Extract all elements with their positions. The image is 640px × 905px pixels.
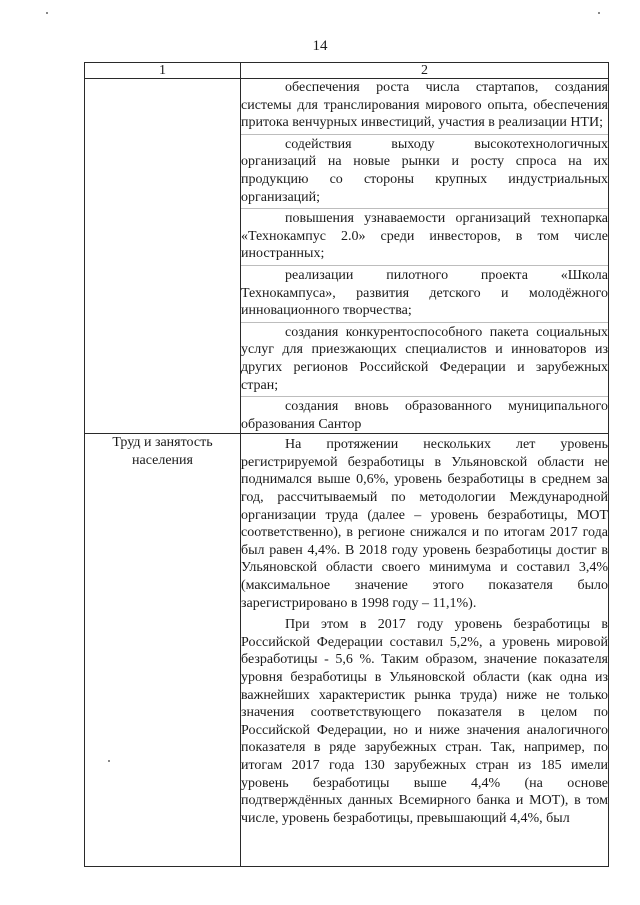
row-content-cell: [241, 434, 609, 867]
page-number: 14: [312, 38, 328, 54]
scan-speck: [598, 12, 600, 14]
cell-content-clip: [241, 434, 608, 866]
column-header-2: 2: [241, 63, 609, 79]
table-row: [85, 434, 609, 867]
row-title-cell: Труд и занятость населения: [85, 434, 241, 867]
paragraph: обеспечения роста числа стартапов, создания системы для транслирования мирового опыта, обеспечения притока венчурных инвестиций, участия в реализации НТИ;: [241, 80, 608, 131]
paragraph: создания вновь образованного муниципального образования Сантор: [241, 399, 608, 432]
scan-speck: [108, 760, 110, 762]
document-table: [84, 62, 609, 867]
scan-speck: [46, 12, 48, 14]
paragraph: создания конкурентоспособного пакета социальных услуг для приезжающих специалистов и инноваторов из других регионов Российской Федерации и зарубежных стран;: [241, 324, 608, 393]
column-header-1: 1: [85, 63, 241, 79]
paragraph-divider: [241, 396, 608, 397]
paragraph-divider: [241, 208, 608, 209]
paragraph-divider: [241, 134, 608, 135]
table-row: [85, 79, 609, 434]
paragraph: реализации пилотного проекта «Школа Технокампуса», развития детского и молодёжного инновационного творчества;: [241, 267, 608, 319]
paragraph: содействия выходу высокотехнологичных организаций на новые рынки и росту спроса на их продукцию со стороны крупных индустриальных организаций;: [241, 136, 608, 205]
paragraph: На протяжении нескольких лет уровень регистрируемой безработицы в Ульяновской области не поднимался выше 0,6%, уровень безработицы в среднем за год, рассчитываемый по методологии Международной организации труда (далее – уровень безработицы, МОТ соответственно), в регионе снижался и по итогам 2017 года был равен 4,4%. В 2018 году уровень безработицы достиг в Ульяновской области своего минимума и составил 3,4% (максимальное значение этого показателя было зарегистрировано в 1998 году – 11,1%).: [241, 437, 608, 611]
row-content-cell: [241, 79, 609, 434]
table-header-row: [85, 63, 609, 79]
paragraph-divider: [241, 322, 608, 323]
paragraph: повышения узнаваемости организаций технопарка «Технокампус 2.0» среди инвесторов, в том числе иностранных;: [241, 211, 608, 262]
paragraph: При этом в 2017 году уровень безработицы в Российской Федерации составил 5,2%, а уровень мировой безработицы - 5,6 %. Таким образом, значение показателя уровня безработицы в Ульяновской области (как одна из важнейших характеристик рынка труда) ниже не только значения соответствующего показателя в целом по Российской Федерации, но и ниже значения аналогичного показателя в ряде зарубежных стран. Так, например, по итогам 2017 года 130 зарубежных стран из 185 имели уровень безработицы выше 4,4% (на основе подтверждённых данных Всемирного банка и МОТ), в том числе, уровень безработицы, превышающий 4,4%, был: [241, 617, 608, 826]
row-title-cell: [85, 79, 241, 434]
paragraph-divider: [241, 265, 608, 266]
